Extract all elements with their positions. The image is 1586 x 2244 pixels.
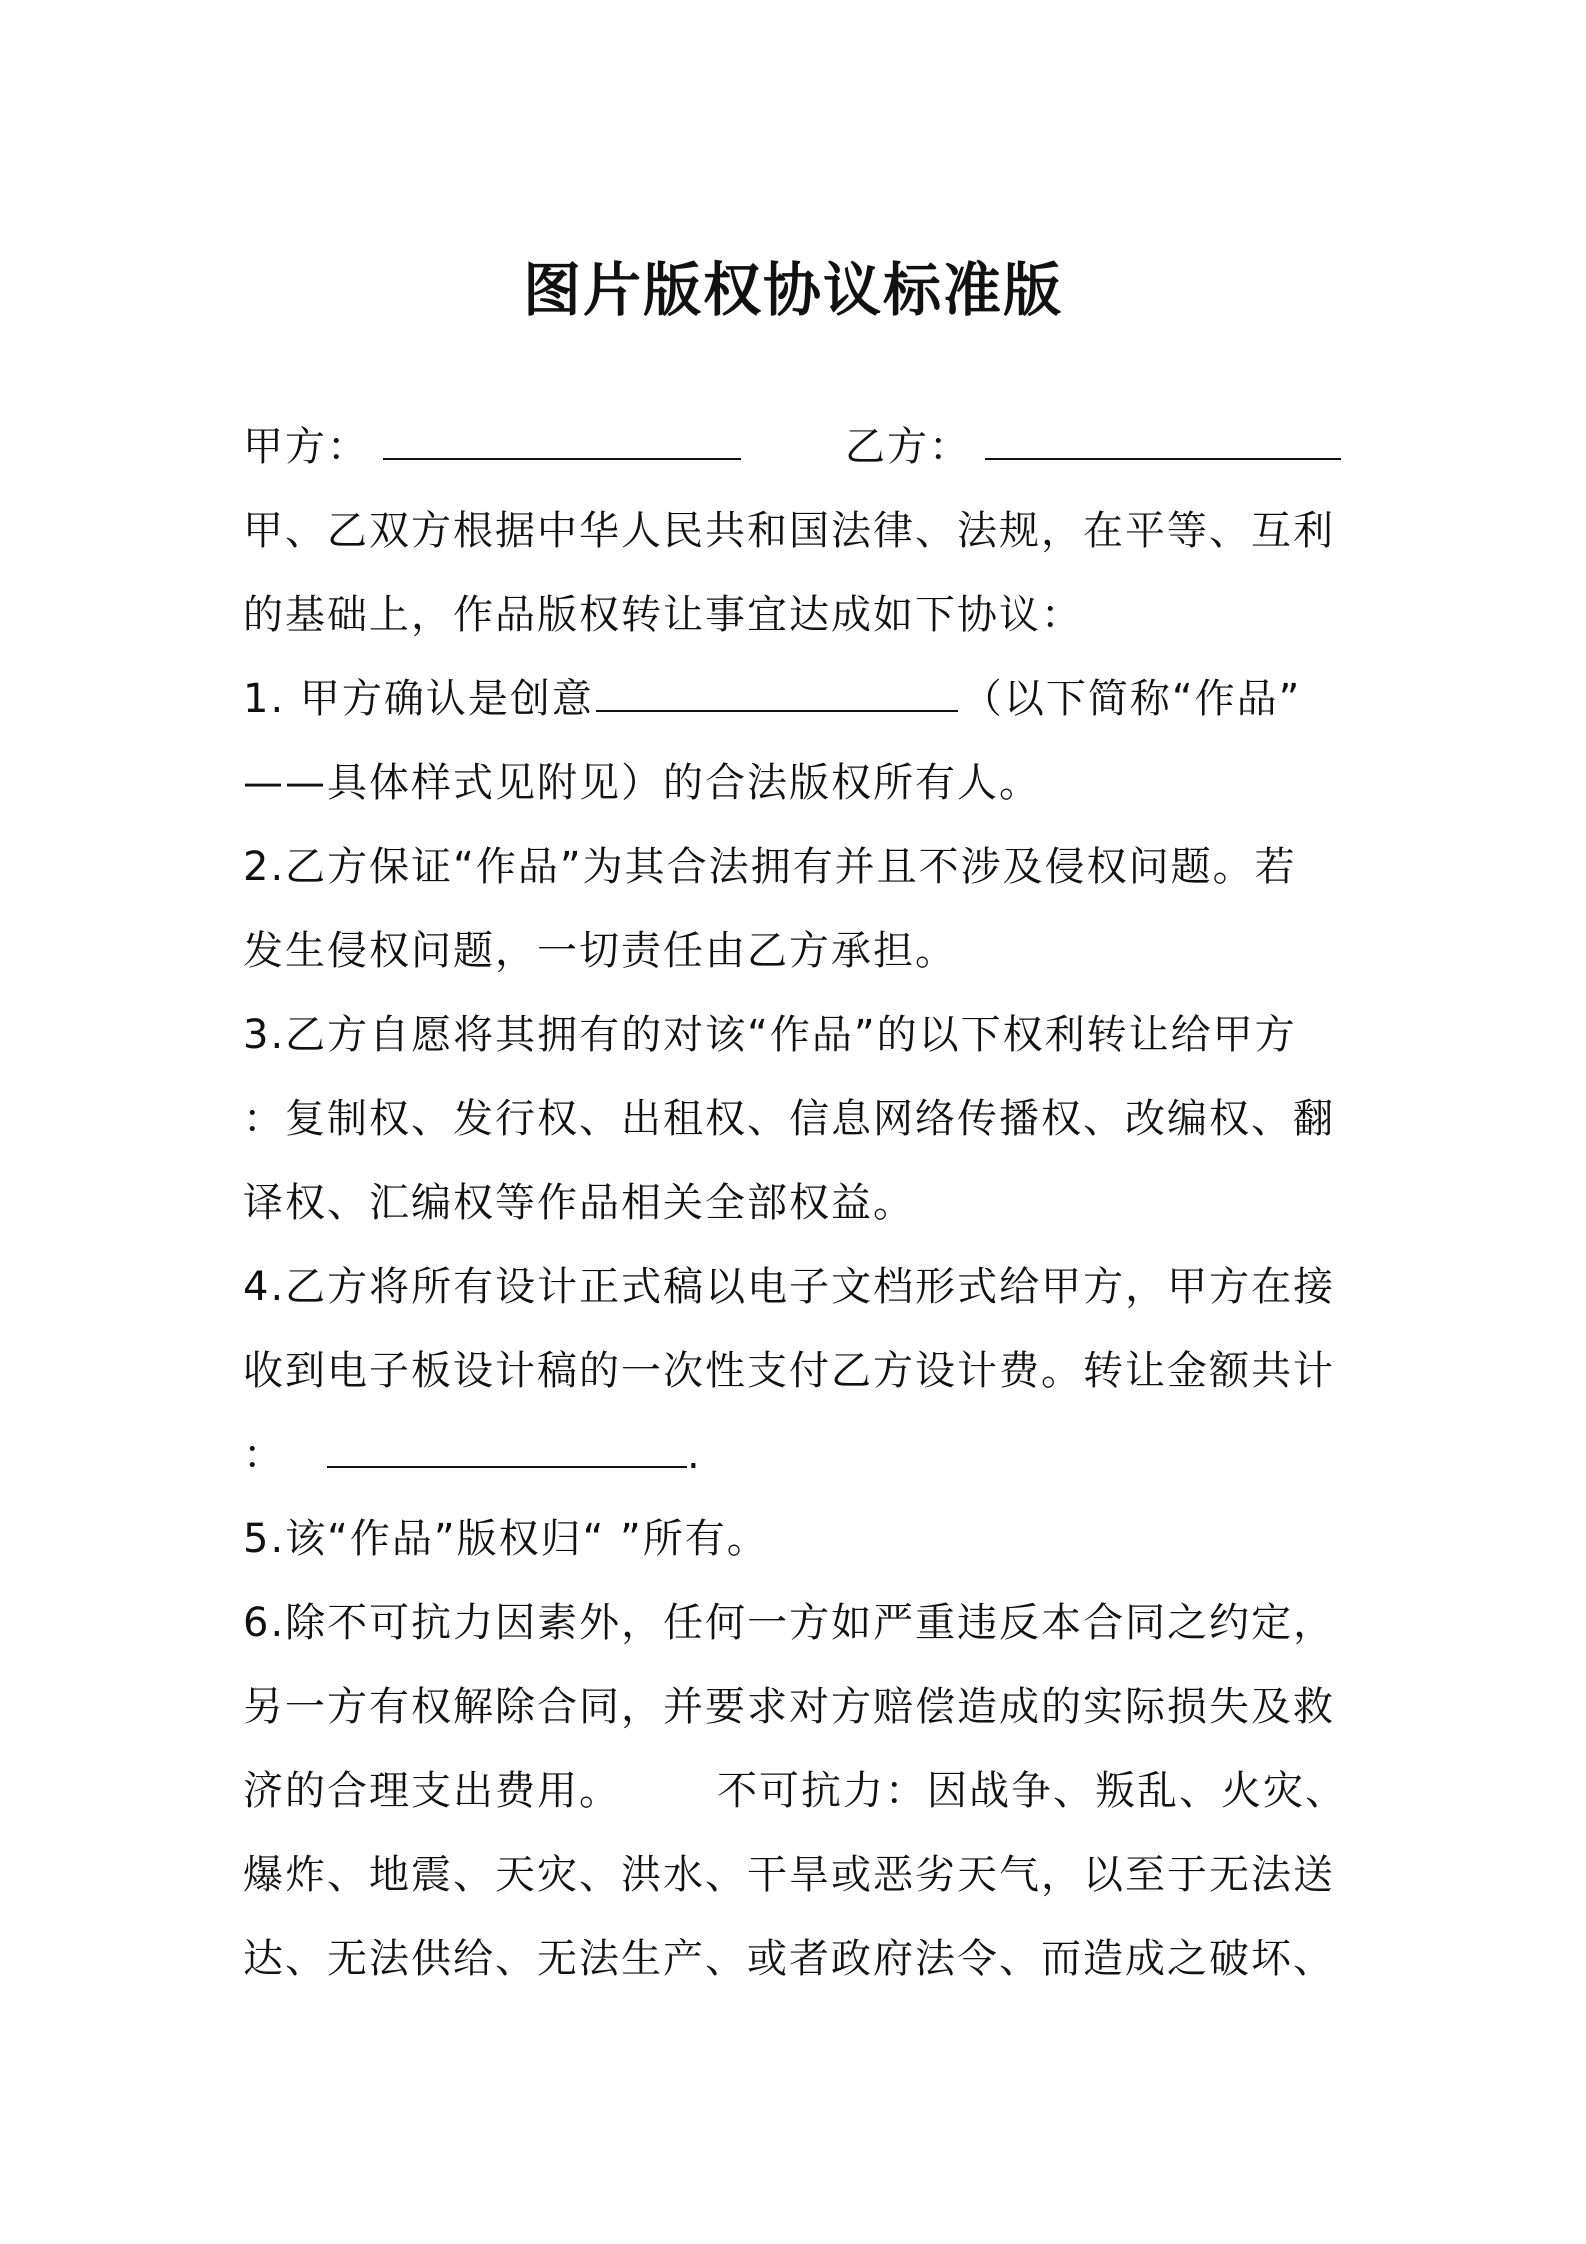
- work-name-blank: [596, 706, 958, 712]
- clause-2-line-1: 2.乙方保证“作品”为其合法拥有并且不涉及侵权问题。若: [243, 844, 1297, 890]
- clause-4-line-3: [243, 1413, 1358, 1497]
- parties-line: [243, 405, 1358, 489]
- party-b: [845, 405, 1341, 489]
- party-b-label: 乙方：: [845, 424, 971, 470]
- clause-6-line-3: [243, 1749, 1358, 1833]
- party-a-label: 甲方：: [243, 424, 369, 470]
- document-body: [243, 405, 1358, 2001]
- clause-6-line-3-a: 济的合理支出费用。: [243, 1768, 621, 1814]
- clause-6-line-4: 爆炸、地震、天灾、洪水、干旱或恶劣天气，以至于无法送: [243, 1852, 1335, 1898]
- clause-6-line-1: 6.除不可抗力因素外，任何一方如严重违反本合同之约定，: [243, 1600, 1336, 1646]
- clause-4-line-2: 收到电子板设计稿的一次性支付乙方设计费。转让金额共计: [243, 1348, 1335, 1394]
- intro-line-1: 甲、乙双方根据中华人民共和国法律、法规，在平等、互利: [243, 508, 1335, 554]
- clause-1-prefix: 1. 甲方确认是创意: [243, 676, 594, 722]
- amount-end: .: [687, 1432, 702, 1478]
- clause-1-line-2: ——具体样式见附见）的合法版权所有人。: [243, 760, 1041, 806]
- clause-3-line-2: ：复制权、发行权、出租权、信息网络传播权、改编权、翻: [243, 1096, 1335, 1142]
- clause-1-line-1: [243, 657, 1358, 741]
- clause-5-line-1: 5.该“作品”版权归“ ”所有。: [243, 1516, 769, 1562]
- clause-6-line-3-b: 不可抗力：因战争、叛乱、火灾、: [717, 1768, 1347, 1814]
- amount-colon: ：: [243, 1432, 285, 1478]
- clause-2-line-2: 发生侵权问题，一切责任由乙方承担。: [243, 928, 957, 974]
- clause-1-suffix: （以下简称“作品”: [961, 676, 1302, 722]
- clause-3-line-1: 3.乙方自愿将其拥有的对该“作品”的以下权利转让给甲方: [243, 1012, 1297, 1058]
- clause-6-line-2: 另一方有权解除合同，并要求对方赔偿造成的实际损失及救: [243, 1684, 1335, 1730]
- clause-3-line-3: 译权、汇编权等作品相关全部权益。: [243, 1180, 915, 1226]
- document-title: 图片版权协议标准版: [522, 256, 1063, 324]
- intro-line-2: 的基础上，作品版权转让事宜达成如下协议：: [243, 592, 1083, 638]
- clause-6-line-5: 达、无法供给、无法生产、或者政府法令、而造成之破坏、: [243, 1936, 1335, 1982]
- party-a: [243, 405, 741, 489]
- amount-blank: [327, 1462, 687, 1468]
- clause-4-line-1: 4.乙方将所有设计正式稿以电子文档形式给甲方，甲方在接: [243, 1264, 1336, 1310]
- party-a-blank: [383, 454, 741, 460]
- party-b-blank: [985, 454, 1341, 460]
